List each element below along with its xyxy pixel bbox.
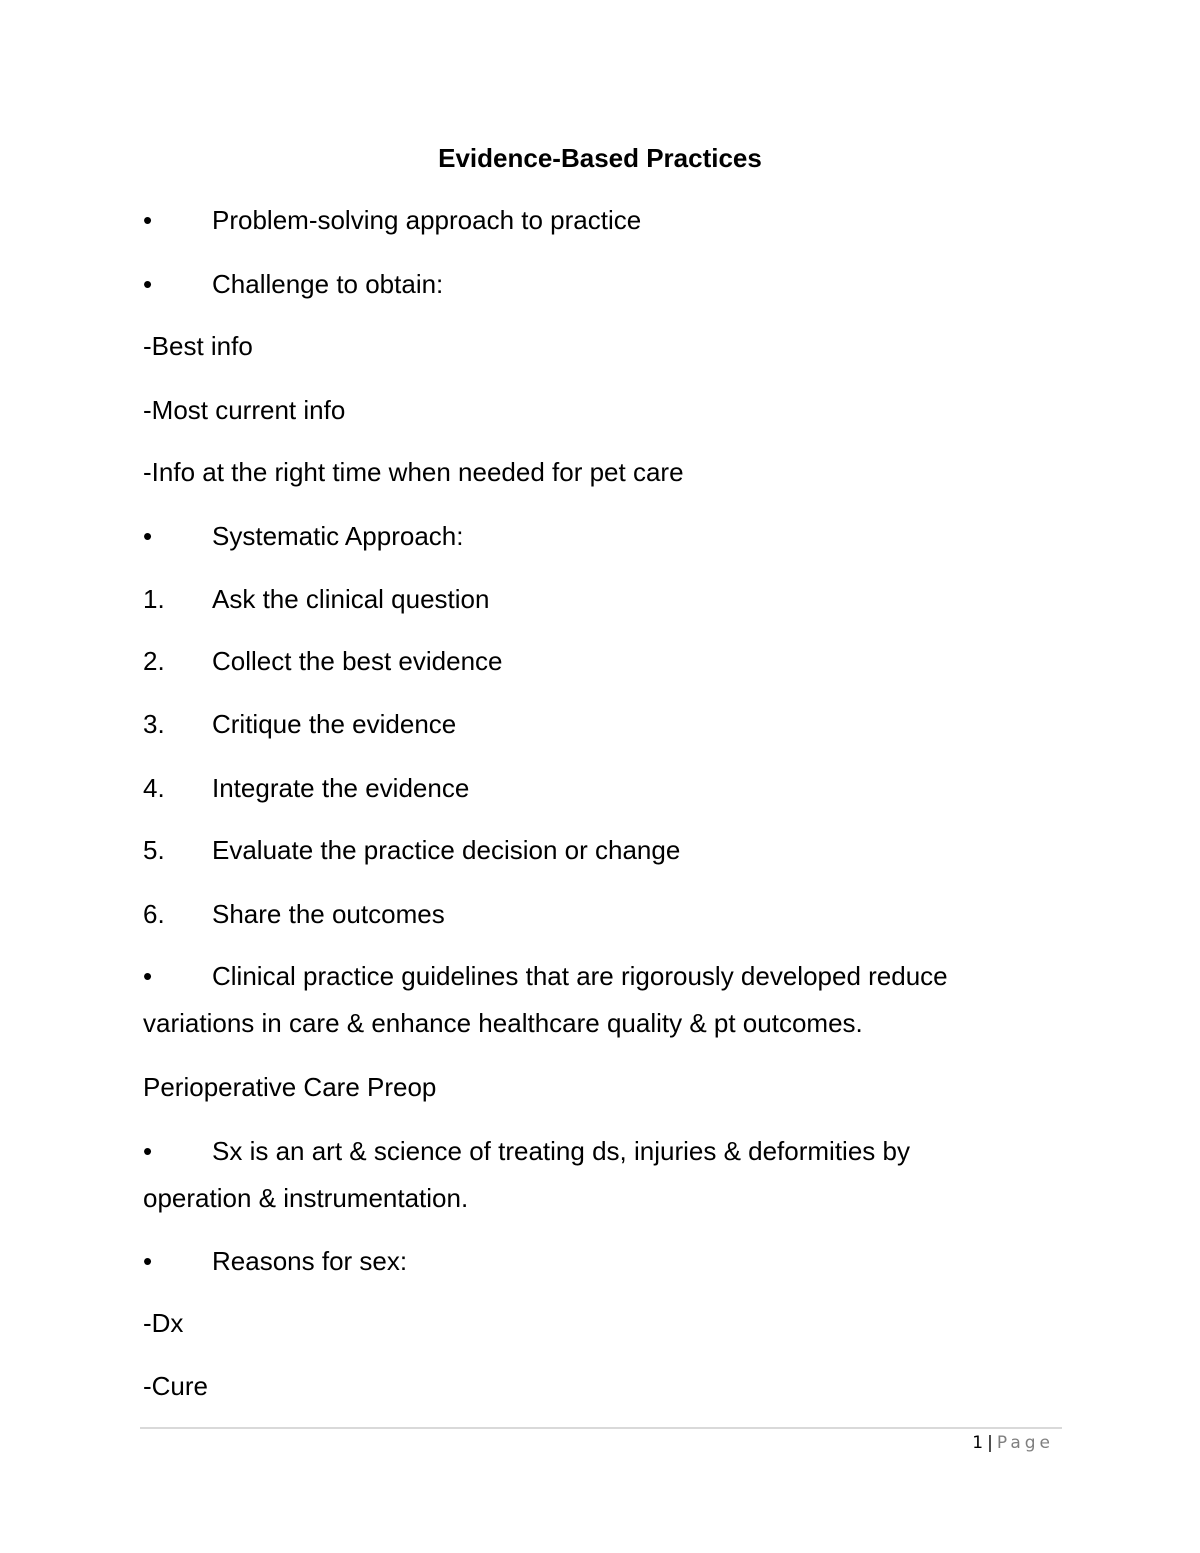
page-number: 1 (972, 1433, 984, 1453)
list-item (143, 518, 1023, 554)
numbered-item (143, 581, 1023, 617)
line-text: -Best info (143, 331, 253, 361)
list-item-text: Reasons for sex: (212, 1246, 408, 1276)
numbered-item (143, 770, 1023, 806)
numbered-item-text: Integrate the evidence (212, 773, 470, 803)
bullet-marker: • (143, 521, 153, 551)
numbered-item (143, 706, 1023, 742)
section-heading-text: Perioperative Care Preop (143, 1072, 437, 1102)
section-heading (143, 1069, 1023, 1105)
numbered-item (143, 832, 1023, 868)
line-text: -Dx (143, 1308, 184, 1338)
list-item-text: Sx is an art & science of treating ds, injuries & deformities by operation & instrumentation. (143, 1136, 910, 1213)
number-marker: 5. (143, 835, 165, 865)
bullet-marker: • (143, 269, 153, 299)
bullet-marker: • (143, 1136, 153, 1166)
numbered-item (143, 643, 1023, 679)
text-line (143, 1368, 1023, 1404)
bullet-marker: • (143, 961, 153, 991)
numbered-item (143, 896, 1023, 932)
number-marker: 2. (143, 646, 165, 676)
list-item (143, 1243, 1023, 1279)
numbered-item-text: Collect the best evidence (212, 646, 503, 676)
number-marker: 3. (143, 709, 165, 739)
line-text: -Cure (143, 1371, 209, 1401)
line-text: -Info at the right time when needed for pet care (143, 457, 684, 487)
page-label: Page (996, 1433, 1054, 1453)
numbered-item-text: Ask the clinical question (212, 584, 490, 614)
bullet-marker: • (143, 205, 153, 235)
numbered-item-text: Share the outcomes (212, 899, 445, 929)
text-line (143, 328, 1023, 364)
numbered-item-text: Critique the evidence (212, 709, 457, 739)
number-marker: 4. (143, 773, 165, 803)
list-item (143, 1128, 1023, 1222)
list-item-text: Challenge to obtain: (212, 269, 444, 299)
list-item-text: Clinical practice guidelines that are rigorously developed reduce variations in care & enhance healthcare quality & pt outcomes. (143, 961, 948, 1038)
numbered-item-text: Evaluate the practice decision or change (212, 835, 681, 865)
document-title: Evidence-Based Practices (438, 143, 762, 173)
list-item (143, 202, 1023, 238)
page-footer (972, 1431, 1054, 1455)
list-item (143, 953, 1023, 1047)
text-line (143, 392, 1023, 428)
bullet-marker: • (143, 1246, 153, 1276)
footer-divider (140, 1427, 1062, 1429)
list-item-text: Systematic Approach: (212, 521, 464, 551)
list-item (143, 266, 1023, 302)
number-marker: 6. (143, 899, 165, 929)
text-line (143, 454, 1023, 490)
number-marker: 1. (143, 584, 165, 614)
line-text: -Most current info (143, 395, 346, 425)
list-item-text: Problem-solving approach to practice (212, 205, 642, 235)
footer-separator: | (987, 1433, 993, 1453)
text-line (143, 1305, 1023, 1341)
